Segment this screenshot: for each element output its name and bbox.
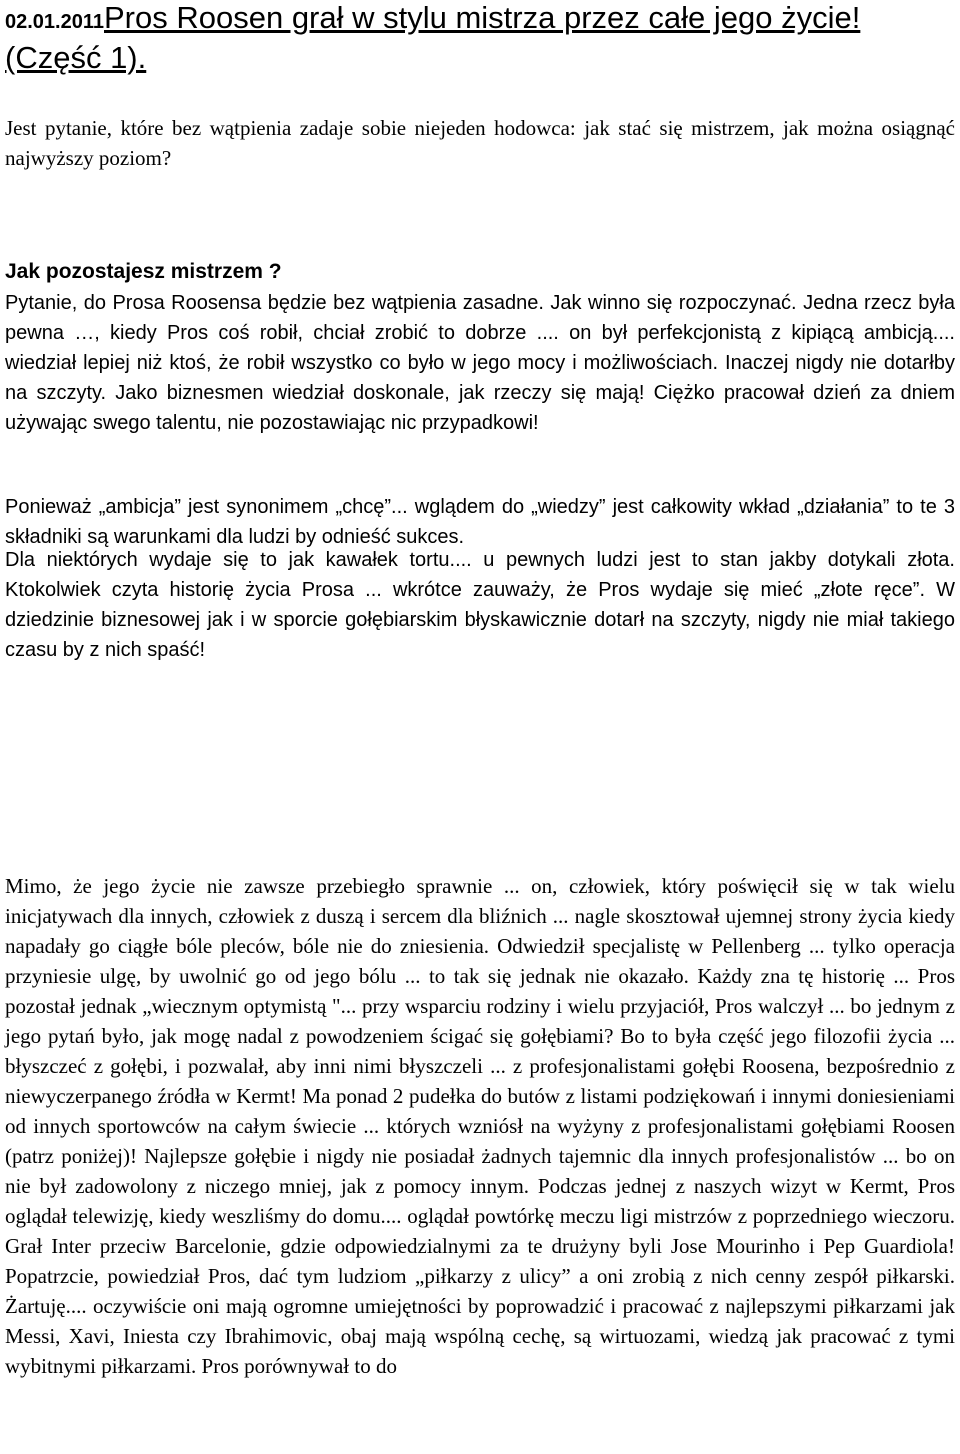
paragraph-4: Mimo, że jego życie nie zawsze przebiegło sprawnie ... on, człowiek, który poświęcił się w tak wielu inicjatywach dla innych, człowiek z duszą i sercem dla bliźnich ... nagle skosztował ujemnej strony życia kiedy napadały go ciągłe bóle pleców, bóle nie do zniesienia. Odwiedził specjalistę w Pellenberg ... tylko operacja przyniesie ulgę, by uwolnić go od jego bólu ... to tak się jednak nie okazało. Każdy zna tę historię ... Pros pozostał jednak „wiecznym optymistą "... przy wsparciu rodziny i wielu przyjaciół, Pros walczył ... bo jednym z jego pytań było, jak mogę nadal z powodzeniem ścigać się gołębiami? Bo to była część jego filozofii życia ... błyszczeć z gołębi, i pozwalał, aby inni nimi błyszczeli ... z profesjonalistami gołębi Roosena, bezpośrednio z niewyczerpanego źródła w Kermt! Ma ponad 2 pudełka do butów z listami podziękowań i innymi doniesieniami od innych sportowców na całym świecie ... których wzniósł na wyżyny z profesjonalistami gołębiami Roosen (patrz poniżej)! Najlepsze gołębie i nigdy nie posiadał żadnych tajemnic dla innych profesjonalistów ... bo on nie był zadowolony z niczego mniej, jak z pomocy innym. Podczas jednej z naszych wizyt w Kermt, Pros oglądał telewizję, kiedy weszliśmy do domu.... oglądał powtórkę meczu ligi mistrzów z poprzedniego wieczoru. Grał Inter przeciw Barcelonie, gdzie odpowiedzialnymi za te drużyny byli Jose Mourinho i Pep Guardiola! Popatrzcie, powiedział Pros, dać tym ludziom „piłkarzy z ulicy” a oni zrobią z nich cenny zespół piłkarski. Żartuję.... oczywiście oni mają ogromne umiejętności by poprowadzić i pracować z najlepszymi piłkarzami jak Messi, Xavi, Iniesta czy Ibrahimovic, obaj mają wspólną cechę, są wirtuozami, wiedzą jak pracować z tymi wybitnymi piłkarzami. Pros porównywał to do [5,874,955,1378]
paragraph-2: Ponieważ „ambicja” jest synonimem „chcę”... wglądem do „wiedzy” jest całkowity wkład „działania” to te 3 składniki są warunkami dla ludzi by odnieść sukces. [5,496,955,548]
intro-paragraph: Jest pytanie, które bez wątpienia zadaje sobie niejeden hodowca: jak stać się mistrzem, jak można osiągnąć najwyższy poziom? [5,116,955,170]
title-line-2: (Część 1). [5,40,147,75]
article-title-link[interactable] [5,0,860,75]
article-title [5,0,955,76]
paragraph-1: Pytanie, do Prosa Roosensa będzie bez wątpienia zasadne. Jak winno się rozpoczynać. Jedna rzecz była pewna …, kiedy Pros coś robił, chciał zrobić to dobrze .... on był perfekcjonistą z kipiącą ambicją.... wiedział lepiej niż ktoś, że robił wszystko co było w jego mocy i możliwościach. Inaczej nigdy nie dotarłby na szczyty. Jako biznesmen wiedział doskonale, jak rzeczy się mają! Ciężko pracował dzień za dniem używając swego talentu, nie pozostawiając nic przypadkowi! [5,292,955,434]
paragraph-3: Dla niektórych wydaje się to jak kawałek tortu.... u pewnych ludzi jest to stan jakby dotykali złota. Ktokolwiek czyta historię życia Prosa ... wkrótce zauważy, że Pros wydaje się mieć „złote ręce”. W dziedzinie biznesowej jak i w sporcie gołębiarskim błyskawicznie dotarł na szczyty, nigdy nie miał takiego czasu by z nich spaść! [5,549,955,661]
article-date: 02.01.2011 [5,11,104,33]
title-line-1: Pros Roosen grał w stylu mistrza przez całe jego życie! [104,0,861,35]
section-heading: Jak pozostajesz mistrzem ? [5,260,282,283]
